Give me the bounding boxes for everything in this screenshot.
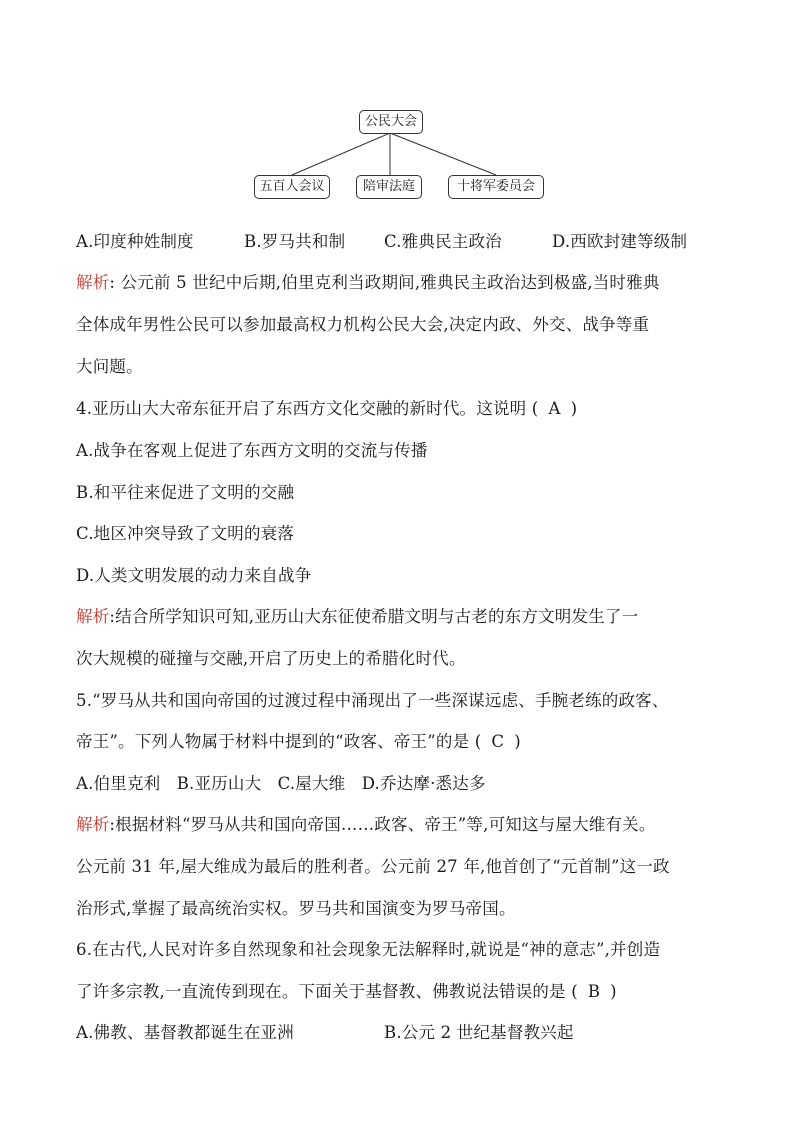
q3-option-d: D.西欧封建等级制 — [552, 232, 688, 251]
q3-option-b: B.罗马共和制 — [244, 232, 346, 251]
q4-analysis-line: 次大规模的碰撞与交融,开启了历史上的希腊化时代。 — [76, 649, 466, 668]
q6-answer: B — [587, 982, 601, 1001]
structure-diagram — [0, 0, 794, 210]
diagram-child-node: 十将军委员会 — [448, 175, 544, 199]
q5-analysis-line: 解析:根据材料“罗马从共和国向帝国……政客、帝王”等,可知这与屋大维有关。 — [76, 815, 656, 834]
q4-option-d: D.人类文明发展的动力来自战争 — [76, 566, 312, 585]
q6-option-a: A.佛教、基督教都诞生在亚洲 — [76, 1023, 294, 1042]
q5-answer: C — [491, 732, 505, 751]
q4-analysis-line: 解析:结合所学知识可知,亚历山大东征使希腊文明与古老的东方文明发生了一 — [76, 607, 639, 626]
q6-stem-line: 了许多宗教,一直流传到现在。下面关于基督教、佛教说法错误的是 ( B ) — [76, 982, 617, 1001]
connector-line — [390, 133, 496, 175]
q4-option-a: A.战争在客观上促进了东西方文明的交流与传播 — [76, 441, 428, 460]
q3-analysis-line: 解析: 公元前 5 世纪中后期,伯里克利当政期间,雅典民主政治达到极盛,当时雅典 — [76, 273, 660, 292]
q5-stem-line: 5.“罗马从共和国向帝国的过渡过程中涌现出了一些深谋远虑、手腕老练的政客、 — [76, 691, 669, 710]
q6-stem-line: 6.在古代,人民对许多自然现象和社会现象无法解释时,就说是“神的意志”,并创造 — [76, 940, 661, 959]
diagram-root-node: 公民大会 — [359, 110, 423, 134]
q3-analysis-line: 全体成年男性公民可以参加最高权力机构公民大会,决定内政、外交、战争等重 — [76, 315, 650, 334]
connector-line — [292, 133, 390, 175]
q5-analysis-line: 治形式,掌握了最高统治实权。罗马共和国演变为罗马帝国。 — [76, 899, 516, 918]
q5-stem-line: 帝王”。下列人物属于材料中提到的“政客、帝王”的是 ( C ) — [76, 732, 521, 751]
q5-analysis-line: 公元前 31 年,屋大维成为最后的胜利者。公元前 27 年,他首创了“元首制”这一政 — [76, 857, 670, 876]
q4-option-c: C.地区冲突导致了文明的衰落 — [76, 524, 295, 543]
analysis-label: 解析 — [76, 273, 110, 292]
q4-option-b: B.和平往来促进了文明的交融 — [76, 483, 295, 502]
q6-option-b: B.公元 2 世纪基督教兴起 — [384, 1023, 574, 1042]
diagram-child-node: 陪审法庭 — [356, 175, 422, 199]
q4-answer: A — [548, 399, 561, 418]
diagram-child-node: 五百人会议 — [254, 175, 330, 199]
q6-options — [76, 1022, 716, 1044]
analysis-label: 解析 — [76, 607, 110, 626]
analysis-label: 解析 — [76, 815, 110, 834]
q3-options — [76, 231, 716, 253]
q3-analysis-line: 大问题。 — [76, 357, 143, 376]
q3-option-c: C.雅典民主政治 — [384, 232, 502, 251]
q3-option-a: A.印度种姓制度 — [76, 232, 194, 251]
q4-stem: 4.亚历山大大帝东征开启了东西方文化交融的新时代。这说明 ( A ) — [76, 399, 578, 418]
q5-options: A.伯里克利 B.亚历山大 C.屋大维 D.乔达摩·悉达多 — [76, 774, 486, 793]
